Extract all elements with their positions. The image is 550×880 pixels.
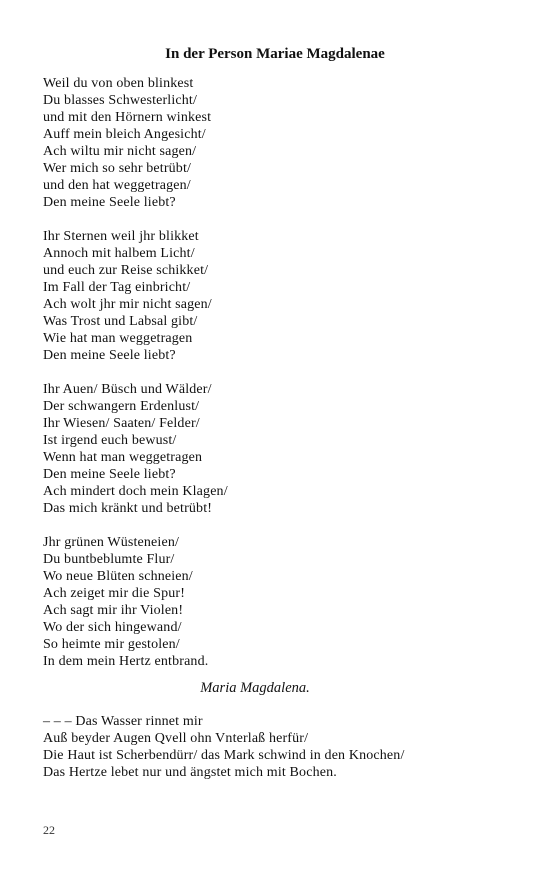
poem-line: Wo neue Blüten schneien/ — [43, 569, 193, 584]
poem-line: Im Fall der Tag einbricht/ — [43, 280, 191, 295]
poem-line: Ihr Auen/ Büsch und Wälder/ — [43, 382, 212, 397]
poem-line: Ach sagt mir ihr Violen! — [43, 603, 184, 618]
page-number: 22 — [43, 823, 55, 837]
poem-line: Du buntbeblumte Flur/ — [43, 552, 175, 567]
poem-line: Wie hat man weggetragen — [43, 331, 193, 346]
poem-line: Ach zeiget mir die Spur! — [43, 586, 186, 601]
poem-line: So heimte mir gestolen/ — [43, 637, 180, 652]
poem-line: Wer mich so sehr betrübt/ — [43, 161, 192, 176]
poem-line: Wenn hat man weggetragen — [43, 450, 203, 465]
speaker-heading: Maria Magdalena. — [200, 680, 310, 696]
closing-line: Auß beyder Augen Qvell ohn Vnterlaß herfür/ — [43, 731, 309, 746]
poem-line: Das mich kränkt und betrübt! — [43, 501, 213, 516]
stanza-1 — [43, 75, 523, 211]
poem-line: Den meine Seele liebt? — [43, 467, 176, 482]
closing-line: – – – Das Wasser rinnet mir — [43, 714, 203, 729]
poem-line: Annoch mit halbem Licht/ — [43, 246, 195, 261]
poem-line: Jhr grünen Wüsteneien/ — [43, 535, 180, 550]
stanza-4 — [43, 534, 523, 670]
poem-line: Der schwangern Erdenlust/ — [43, 399, 200, 414]
closing-line: Das Hertze lebet nur und ängstet mich mit Bochen. — [43, 765, 337, 780]
poem-line: Ach wiltu mir nicht sagen/ — [43, 144, 197, 159]
poem-line: Was Trost und Labsal gibt/ — [43, 314, 198, 329]
poem-line: Auff mein bleich Angesicht/ — [43, 127, 206, 142]
poem-line: Du blasses Schwesterlicht/ — [43, 93, 197, 108]
stanza-3 — [43, 381, 523, 517]
poem-line: und euch zur Reise schikket/ — [43, 263, 209, 278]
poem-line: Ist irgend euch bewust/ — [43, 433, 177, 448]
poem-line: und mit den Hörnern winkest — [43, 110, 212, 125]
poem-line: Wo der sich hingewand/ — [43, 620, 182, 635]
stanza-2 — [43, 228, 523, 364]
poem-line: Den meine Seele liebt? — [43, 195, 176, 210]
poem-line: Ihr Wiesen/ Saaten/ Felder/ — [43, 416, 200, 431]
poem-line: Ach mindert doch mein Klagen/ — [43, 484, 228, 499]
poem-line: Ach wolt jhr mir nicht sagen/ — [43, 297, 212, 312]
page-title: In der Person Mariae Magdalenae — [165, 46, 385, 62]
poem-line: In dem mein Hertz entbrand. — [43, 654, 209, 669]
closing-line: Die Haut ist Scherbendürr/ das Mark schwind in den Knochen/ — [43, 748, 405, 763]
poem-line: Weil du von oben blinkest — [43, 76, 194, 91]
poem-line: und den hat weggetragen/ — [43, 178, 191, 193]
poem-line: Ihr Sternen weil jhr blikket — [43, 229, 199, 244]
closing-passage — [43, 713, 523, 781]
poem-line: Den meine Seele liebt? — [43, 348, 176, 363]
poem-body — [43, 75, 523, 687]
